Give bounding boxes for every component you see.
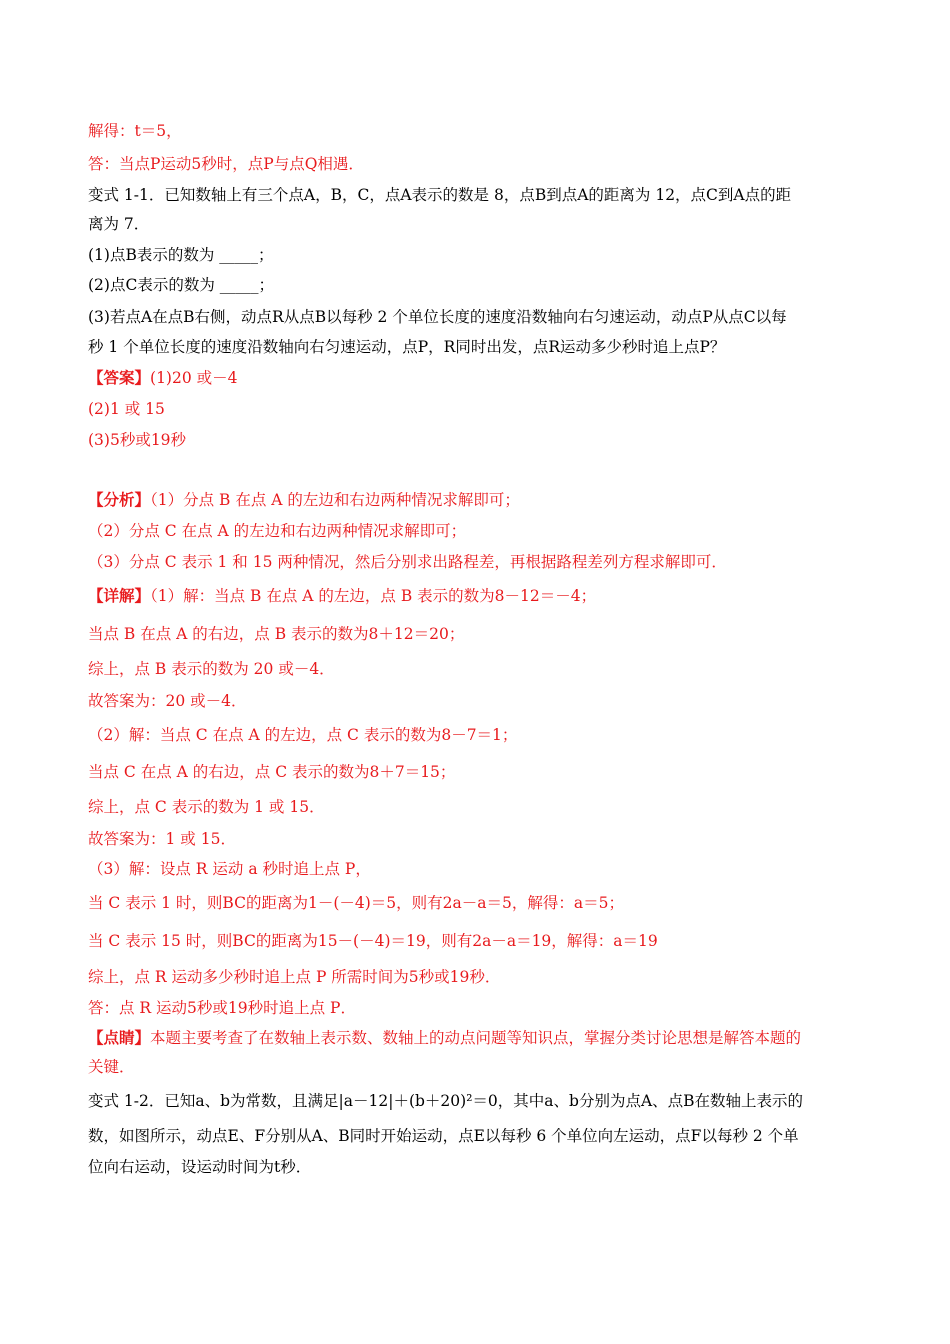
detail-line: 故答案为：20 或－4．	[88, 692, 247, 710]
detail-line: 故答案为：1 或 15．	[88, 830, 236, 848]
analysis-line: （3）分点 C 表示 1 和 15 两种情况，然后分别求出路程差，再根据路程差列方程求解即可．	[88, 553, 727, 571]
key-point-label: 【点睛】	[88, 1028, 151, 1047]
detail-line: 当 C 表示 1 时，则BC的距离为1－(－4)＝5，则有2a－a＝5，解得：a＝5；	[88, 894, 624, 912]
detail-line: （2）解：当点 C 在点 A 的左边，点 C 表示的数为8－7＝1；	[88, 726, 518, 744]
variant-1-1-question-line: 变式 1-1．已知数轴上有三个点A，B，C，点A表示的数是 8，点B到点A的距离为 12，点C到A点的距	[88, 186, 792, 204]
sub-question-3-cont: 秒 1 个单位长度的速度沿数轴向右匀速运动，点P，R同时出发，点R运动多少秒时追上点P？	[88, 338, 726, 356]
detail-line: 综上，点 R 运动多少秒时追上点 P 所需时间为5秒或19秒．	[88, 968, 501, 986]
analysis-text: （1）分点 B 在点 A 的左边和右边两种情况求解即可；	[150, 491, 520, 509]
answer-line: 答：当点P运动5秒时，点P与点Q相遇．	[88, 155, 364, 173]
key-point-line: 关键．	[88, 1058, 135, 1076]
analysis-label: 【分析】	[88, 490, 151, 509]
answer-line: (3)5秒或19秒	[88, 431, 187, 449]
key-point-text: 本题主要考查了在数轴上表示数、数轴上的动点问题等知识点，掌握分类讨论思想是解答本题的	[150, 1029, 802, 1047]
sub-question-1: (1)点B表示的数为 _____；	[88, 246, 274, 264]
detail-line: 综上，点 B 表示的数为 20 或－4．	[88, 660, 335, 678]
detail-line: 综上，点 C 表示的数为 1 或 15．	[88, 798, 325, 816]
variant-1-2-question-line: 位向右运动，设运动时间为t秒．	[88, 1158, 312, 1176]
variant-1-1-question-line: 离为 7．	[88, 215, 150, 233]
variant-1-2-question-line: 数，如图所示，动点E、F分别从A、B同时开始运动，点E以每秒 6 个单位向左运动，点F以每秒 2 个单	[88, 1127, 799, 1145]
answer-text: (1)20 或－4	[150, 369, 238, 387]
sub-question-2: (2)点C表示的数为 _____；	[88, 276, 274, 294]
key-point-section	[88, 1027, 868, 1049]
detail-text: （1）解：当点 B 在点 A 的左边，点 B 表示的数为8－12＝－4；	[150, 587, 597, 605]
analysis-section	[88, 489, 868, 511]
answer-label: 【答案】	[88, 368, 151, 387]
detail-line: （3）解：设点 R 运动 a 秒时追上点 P，	[88, 860, 371, 878]
analysis-line: （2）分点 C 在点 A 的左边和右边两种情况求解即可；	[88, 522, 467, 540]
variant-1-2-question-line: 变式 1-2．已知a、b为常数，且满足|a－12|＋(b＋20)²＝0，其中a、b分别为点A、点B在数轴上表示的	[88, 1092, 804, 1110]
detail-section	[88, 585, 868, 607]
detail-line: 当点 B 在点 A 的右边，点 B 表示的数为8＋12＝20；	[88, 625, 465, 643]
sub-question-3: (3)若点A在点B右侧，动点R从点B以每秒 2 个单位长度的速度沿数轴向右匀速运动，动点P从点C以每	[88, 308, 787, 326]
detail-label: 【详解】	[88, 586, 151, 605]
answer-section	[88, 367, 868, 389]
detail-line: 当 C 表示 15 时，则BC的距离为15－(－4)＝19，则有2a－a＝19，解得：a＝19	[88, 932, 658, 950]
detail-line: 答：点 R 运动5秒或19秒时追上点 P．	[88, 999, 356, 1017]
answer-line: (2)1 或 15	[88, 400, 165, 418]
detail-line: 当点 C 在点 A 的右边，点 C 表示的数为8＋7＝15；	[88, 763, 456, 781]
solution-result-line: 解得：t＝5，	[88, 122, 182, 140]
